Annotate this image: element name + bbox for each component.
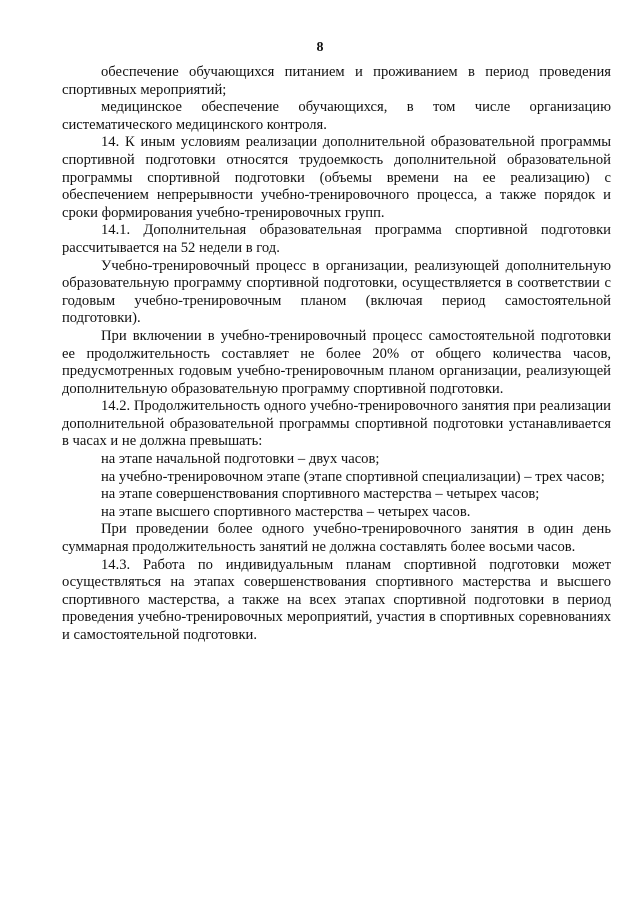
paragraph-medical-support: медицинское обеспечение обучающихся, в том числе организацию систематического медицинского контроля. (62, 99, 611, 133)
paragraph-meals-accommodation: обеспечение обучающихся питанием и проживанием в период проведения спортивных мероприятий; (62, 64, 611, 98)
list-item-training-stage: на учебно-тренировочном этапе (этапе спортивной специализации) – трех часов; (101, 468, 605, 485)
list-item-initial-stage: на этапе начальной подготовки – двух часов; (101, 451, 380, 468)
paragraph-training-process: Учебно-тренировочный процесс в организации, реализующей дополнительную образовательную программу спортивной подготовки, осуществляется в соответствии с годовым учебно-тренировочным планом (включая период самостоятельной подготовки). (62, 257, 611, 327)
list-item-higher-stage: на этапе высшего спортивного мастерства – четырех часов. (101, 503, 471, 520)
paragraph-14-1: 14.1. Дополнительная образовательная программа спортивной подготовки рассчитывается на 52 недели в год. (62, 222, 611, 256)
document-body (62, 64, 611, 645)
paragraph-14-2: 14.2. Продолжительность одного учебно-тренировочного занятия при реализации дополнительной образовательной программы спортивной подготовки устанавливается в часах и не должна превышать: (62, 398, 611, 450)
paragraph-14: 14. К иным условиям реализации дополнительной образовательной программы спортивной подготовки относятся трудоемкость дополнительной образовательной программы спортивной подготовки (объемы времени на ее реализацию) с обеспечением непрерывности учебно-тренировочного процесса, а также порядок и сроки формирования учебно-тренировочных групп. (62, 134, 611, 221)
list-item-improvement-stage: на этапе совершенствования спортивного мастерства – четырех часов; (101, 486, 540, 503)
paragraph-14-3: 14.3. Работа по индивидуальным планам спортивной подготовки может осуществляться на этапах совершенствования спортивного мастерства и высшего спортивного мастерства, а также на всех этапах спортивной подготовки в период проведения учебно-тренировочных мероприятий, участия в спортивных соревнованиях и самостоятельной подготовки. (62, 556, 611, 643)
paragraph-daily-limit: При проведении более одного учебно-тренировочного занятия в один день суммарная продолжительность занятий не должна составлять более восьми часов. (62, 521, 611, 556)
paragraph-self-training: При включении в учебно-тренировочный процесс самостоятельной подготовки ее продолжительность составляет не более 20% от общего количества часов, предусмотренных годовым учебно-тренировочным планом организации, реализующей дополнительную образовательную программу спортивной подготовки. (62, 327, 611, 397)
page-number: 8 (316, 40, 324, 55)
